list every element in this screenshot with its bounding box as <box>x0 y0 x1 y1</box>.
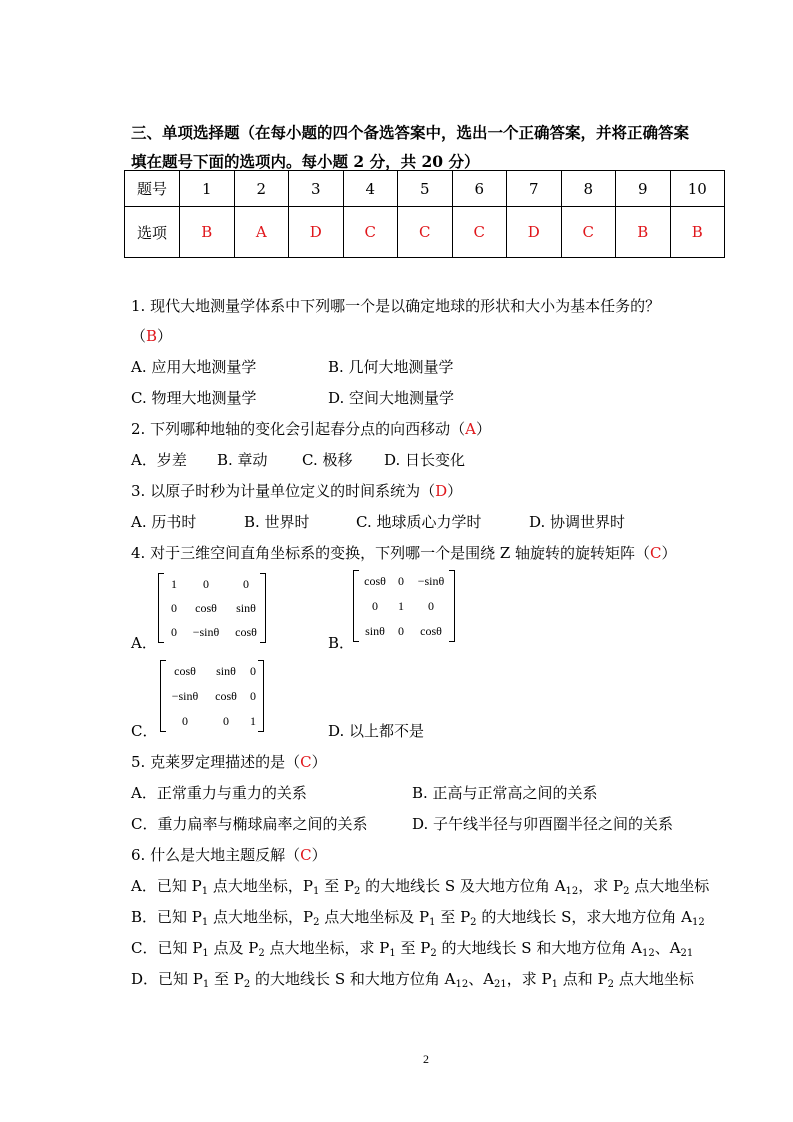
q1-option-c: C. 物理大地测量学 <box>131 389 257 407</box>
q3-option-a: A. 历书时 <box>131 513 197 531</box>
q1-option-a: A. 应用大地测量学 <box>131 358 257 376</box>
question-number: 2 <box>234 171 289 207</box>
matrix-cell: cosθ <box>174 664 196 678</box>
question-number: 5 <box>398 171 453 207</box>
question-number: 8 <box>561 171 616 207</box>
question-number: 3 <box>289 171 344 207</box>
q3-option-d: D. 协调世界时 <box>529 513 626 531</box>
matrix-cell: 0 <box>223 714 229 728</box>
answer-cell: D <box>507 207 562 258</box>
q5-answer-letter: C <box>300 753 312 771</box>
q1-answer-letter: B <box>146 327 158 345</box>
q1-stem: 1. 现代大地测量学体系中下列哪一个是以确定地球的形状和大小为基本任务的？ <box>131 297 661 315</box>
matrix-cell: sinθ <box>216 664 236 678</box>
q6-option-d: D．已知 $P_1$ 至 $P_2$ 的大地线长 S 和大地方位角 $A_{12}$、$A_{21}$，求 $P_1$ 点和 $P_2$ 点大地坐标 <box>131 970 694 990</box>
answer-cell: A <box>234 207 289 258</box>
matrix-cell: cosθ <box>420 624 442 638</box>
section-title-line1: 三、单项选择题（在每小题的四个备选答案中，选出一个正确答案，并将正确答案 <box>131 123 690 142</box>
q6-option-a: A．已知 $P_1$ 点大地坐标，$P_1$ 至 $P_2$ 的大地线长 S 及大地方位角 $A_{12}$，求 $P_2$ 点大地坐标 <box>131 877 710 897</box>
answer-cell: C <box>561 207 616 258</box>
q4-option-b-label: B． <box>328 634 355 652</box>
q2-option-a: A．岁差 <box>131 451 187 469</box>
matrix-cell: 0 <box>428 599 434 613</box>
answer-cell: C <box>343 207 398 258</box>
q4-stem: 4. 对于三维空间直角坐标系的变换，下列哪一个是围绕 Z 轴旋转的旋转矩阵（C） <box>131 544 677 562</box>
section-title-line2: 填在题号下面的选项内。每小题 2 分，共 20 分） <box>131 152 480 171</box>
matrix-cell: −sinθ <box>171 689 199 703</box>
table-row <box>125 171 725 207</box>
matrix-c <box>160 660 264 732</box>
matrix-cell: 0 <box>250 689 256 703</box>
question-number: 10 <box>670 171 725 207</box>
matrix-cell: 0 <box>182 714 188 728</box>
question-number: 4 <box>343 171 398 207</box>
matrix-cell: 0 <box>243 577 249 591</box>
table-row <box>125 207 725 258</box>
q6-option-c: C．已知 $P_1$ 点及 $P_2$ 点大地坐标，求 $P_1$ 至 $P_2$ 的大地线长 S 和大地方位角 $A_{12}$、$A_{21}$ <box>131 939 694 959</box>
q2-answer-letter: A <box>465 420 476 438</box>
answer-cell: C <box>452 207 507 258</box>
q3-answer-letter: D <box>435 482 448 500</box>
q5-option-b: B. 正高与正常高之间的关系 <box>412 784 598 802</box>
matrix-cell: 0 <box>203 577 209 591</box>
q4-option-c-label: C． <box>131 722 158 740</box>
question-number: 7 <box>507 171 562 207</box>
answer-cell: B <box>616 207 671 258</box>
q3-stem: 3. 以原子时秒为计量单位定义的时间系统为（D） <box>131 482 463 500</box>
q1-answer: （B） <box>131 327 173 345</box>
page-number: 2 <box>423 1052 429 1066</box>
matrix-cell: −sinθ <box>417 574 445 588</box>
matrix-cell: cosθ <box>235 625 257 639</box>
matrix-cell: 1 <box>250 714 256 728</box>
matrix-cell: −sinθ <box>192 625 220 639</box>
matrix-cell: sinθ <box>365 624 385 638</box>
matrix-cell: 0 <box>372 599 378 613</box>
q4-option-d: D. 以上都不是 <box>328 722 425 740</box>
row-label-option: 选项 <box>125 207 180 258</box>
matrix-cell: cosθ <box>195 601 217 615</box>
q6-answer-letter: C <box>300 846 312 864</box>
q2-option-d: D. 日长变化 <box>384 451 466 469</box>
matrix-cell: sinθ <box>236 601 256 615</box>
matrix-cell: 0 <box>171 601 177 615</box>
matrix-cell: cosθ <box>215 689 237 703</box>
matrix-b <box>353 570 455 642</box>
q2-stem: 2. 下列哪种地轴的变化会引起春分点的向西移动（A） <box>131 420 491 438</box>
q5-option-a: A．正常重力与重力的关系 <box>131 784 307 802</box>
question-number: 1 <box>180 171 235 207</box>
q2-option-b: B. 章动 <box>217 451 268 469</box>
matrix-cell: cosθ <box>364 574 386 588</box>
question-number: 6 <box>452 171 507 207</box>
matrix-cell: 0 <box>398 624 404 638</box>
q2-option-c: C. 极移 <box>302 451 353 469</box>
answer-cell: C <box>398 207 453 258</box>
matrix-cell: 0 <box>171 625 177 639</box>
answer-cell: B <box>670 207 725 258</box>
matrix-cell: 1 <box>171 577 177 591</box>
matrix-cell: 0 <box>398 574 404 588</box>
question-number: 9 <box>616 171 671 207</box>
q6-option-b: B．已知 $P_1$ 点大地坐标，$P_2$ 点大地坐标及 $P_1$ 至 $P_2$ 的大地线长 S，求大地方位角 $A_{12}$ <box>131 908 705 928</box>
q3-option-c: C. 地球质心力学时 <box>356 513 482 531</box>
answer-cell: B <box>180 207 235 258</box>
q1-option-d: D. 空间大地测量学 <box>328 389 455 407</box>
q5-stem: 5. 克莱罗定理描述的是（C） <box>131 753 327 771</box>
q6-stem: 6. 什么是大地主题反解（C） <box>131 846 327 864</box>
q1-option-b: B. 几何大地测量学 <box>328 358 454 376</box>
row-label-number: 题号 <box>125 171 180 207</box>
matrix-a <box>158 573 266 643</box>
q5-option-d: D. 子午线半径与卯酉圈半径之间的关系 <box>412 815 674 833</box>
q4-answer-letter: C <box>650 544 662 562</box>
answer-cell: D <box>289 207 344 258</box>
answer-table <box>124 170 725 258</box>
matrix-cell: 0 <box>250 664 256 678</box>
q3-option-b: B. 世界时 <box>244 513 310 531</box>
q4-option-a-label: A． <box>131 634 157 652</box>
matrix-cell: 1 <box>398 599 404 613</box>
q5-option-c: C．重力扁率与椭球扁率之间的关系 <box>131 815 368 833</box>
